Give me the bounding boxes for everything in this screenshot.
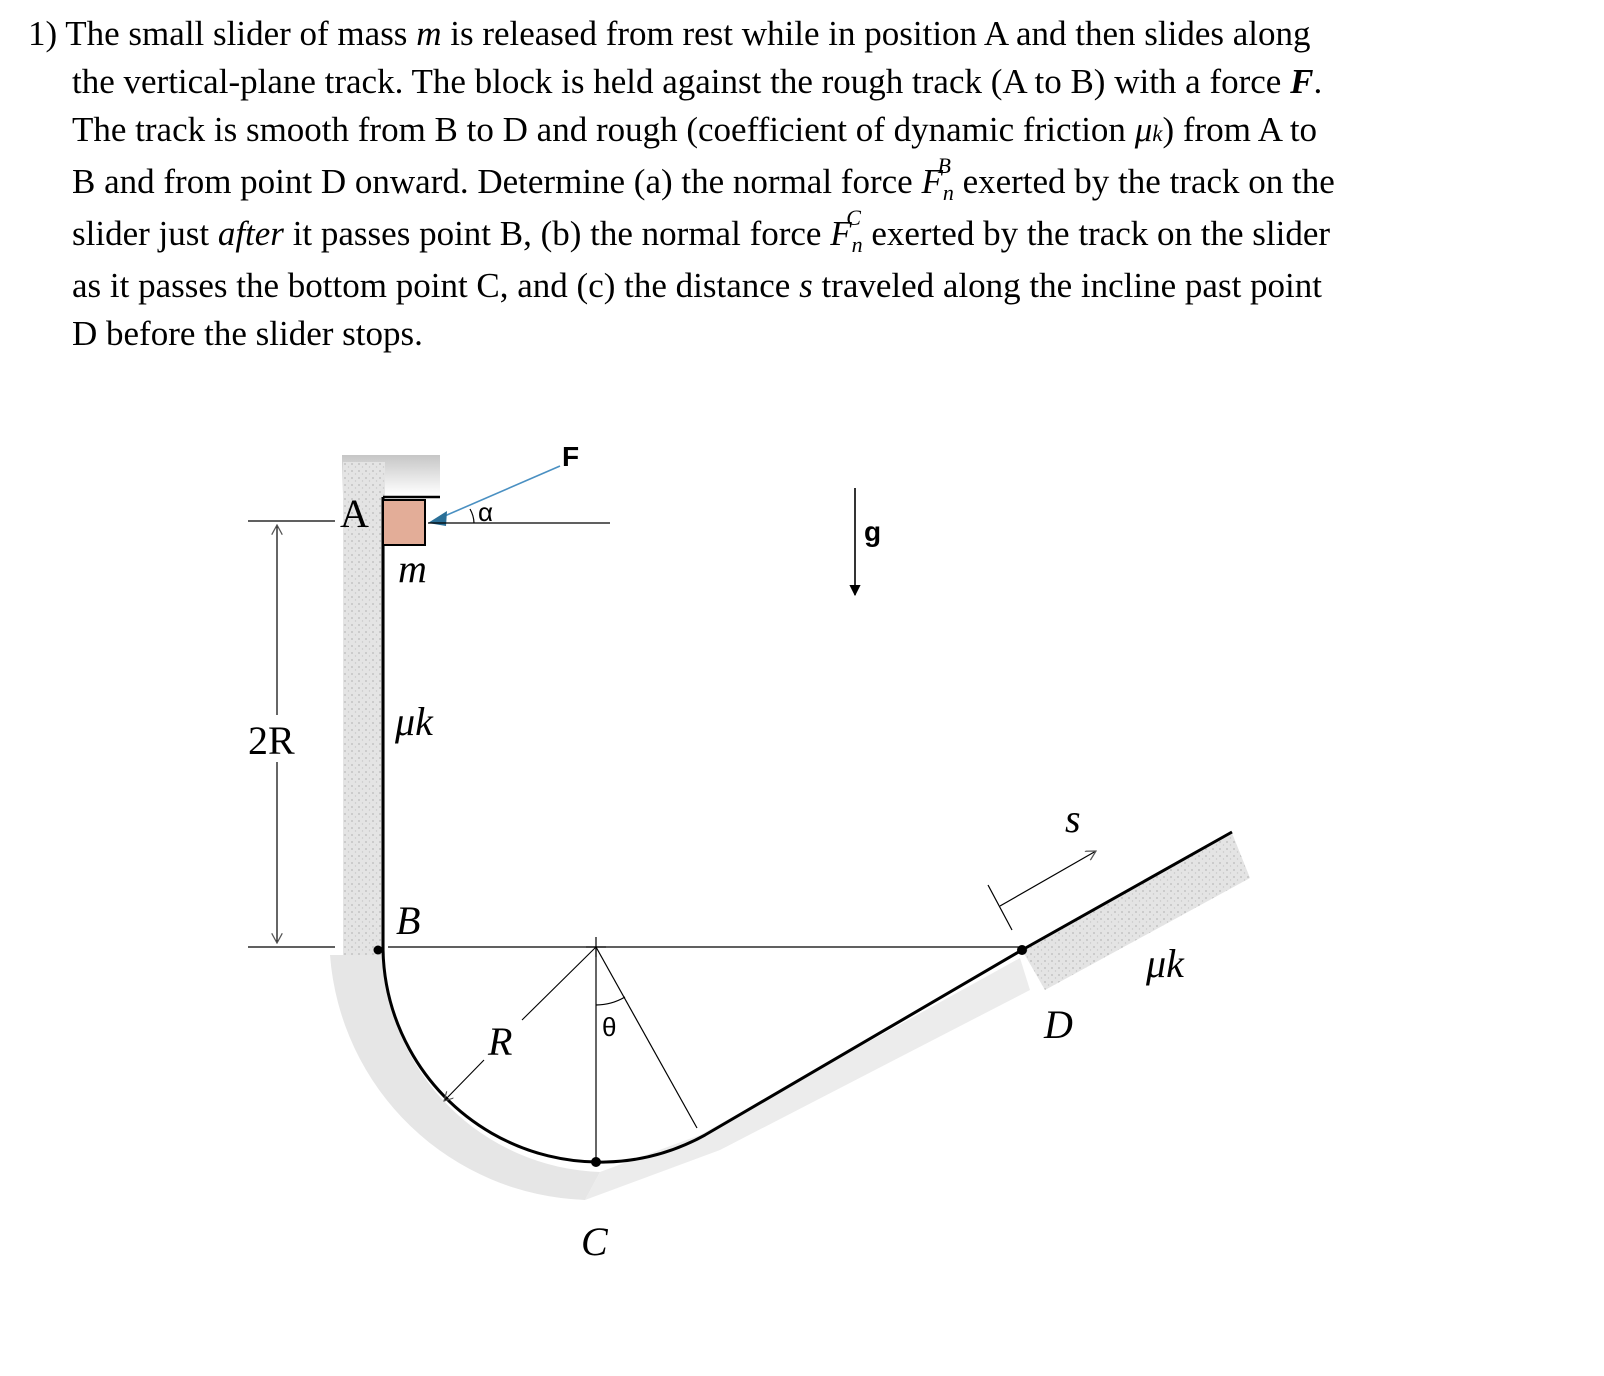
point-D-dot	[1017, 945, 1027, 955]
problem-line-2: the vertical-plane track. The block is held against the rough track (A to B) with a force F.	[72, 62, 1323, 101]
label-A: A	[340, 491, 369, 536]
radius-dim-upper	[522, 947, 596, 1020]
alpha-arc	[470, 509, 474, 523]
force-arrowhead	[428, 511, 447, 526]
label-g: g	[864, 516, 882, 547]
label-R: R	[488, 1019, 513, 1064]
point-B-dot	[374, 946, 383, 955]
normal-force-B-symbol: F B $_n$	[921, 153, 954, 205]
label-mu-k-incline: μk	[1146, 941, 1184, 986]
label-B: B	[396, 898, 421, 943]
point-C-dot	[591, 1157, 601, 1167]
label-F: F	[562, 441, 580, 472]
problem-line-5: slider just after it passes point B, (b) the normal force F C $_n$ exerted by the track on the slider	[28, 210, 1598, 262]
s-extension-line	[988, 885, 1012, 930]
problem-line-3: The track is smooth from B to D and rough (coefficient of dynamic friction μk) from A to	[72, 110, 1318, 149]
problem-line-6: as it passes the bottom point C, and (c) the distance s traveled along the incline past point	[72, 266, 1322, 305]
label-s: s	[1065, 796, 1081, 841]
s-dimension-arrow	[1000, 851, 1096, 906]
label-theta: θ	[602, 1012, 617, 1042]
incline-rough-surface	[1022, 833, 1250, 990]
problem-line-1: 1) The small slider of mass m is released from rest while in position A and then slides along	[28, 14, 1311, 53]
label-2R: 2R	[248, 718, 295, 763]
label-m: m	[398, 546, 427, 591]
radius-dim-lower	[444, 1060, 484, 1101]
problem-line-7: D before the slider stops.	[72, 314, 423, 353]
label-C: C	[581, 1219, 608, 1264]
theta-arc	[596, 997, 625, 1005]
force-line	[440, 466, 560, 518]
problem-line-4: B and from point D onward. Determine (a) the normal force F B $_n$ exerted by the track on the	[28, 158, 1598, 210]
label-alpha: α	[478, 497, 494, 527]
slider-block	[383, 500, 425, 545]
incline-shading	[585, 958, 1030, 1200]
label-D: D	[1044, 1002, 1073, 1047]
label-mu-k-wall: μk	[395, 699, 433, 744]
curve-shading	[330, 955, 600, 1200]
normal-force-C-symbol: F C $_n$	[830, 205, 863, 257]
